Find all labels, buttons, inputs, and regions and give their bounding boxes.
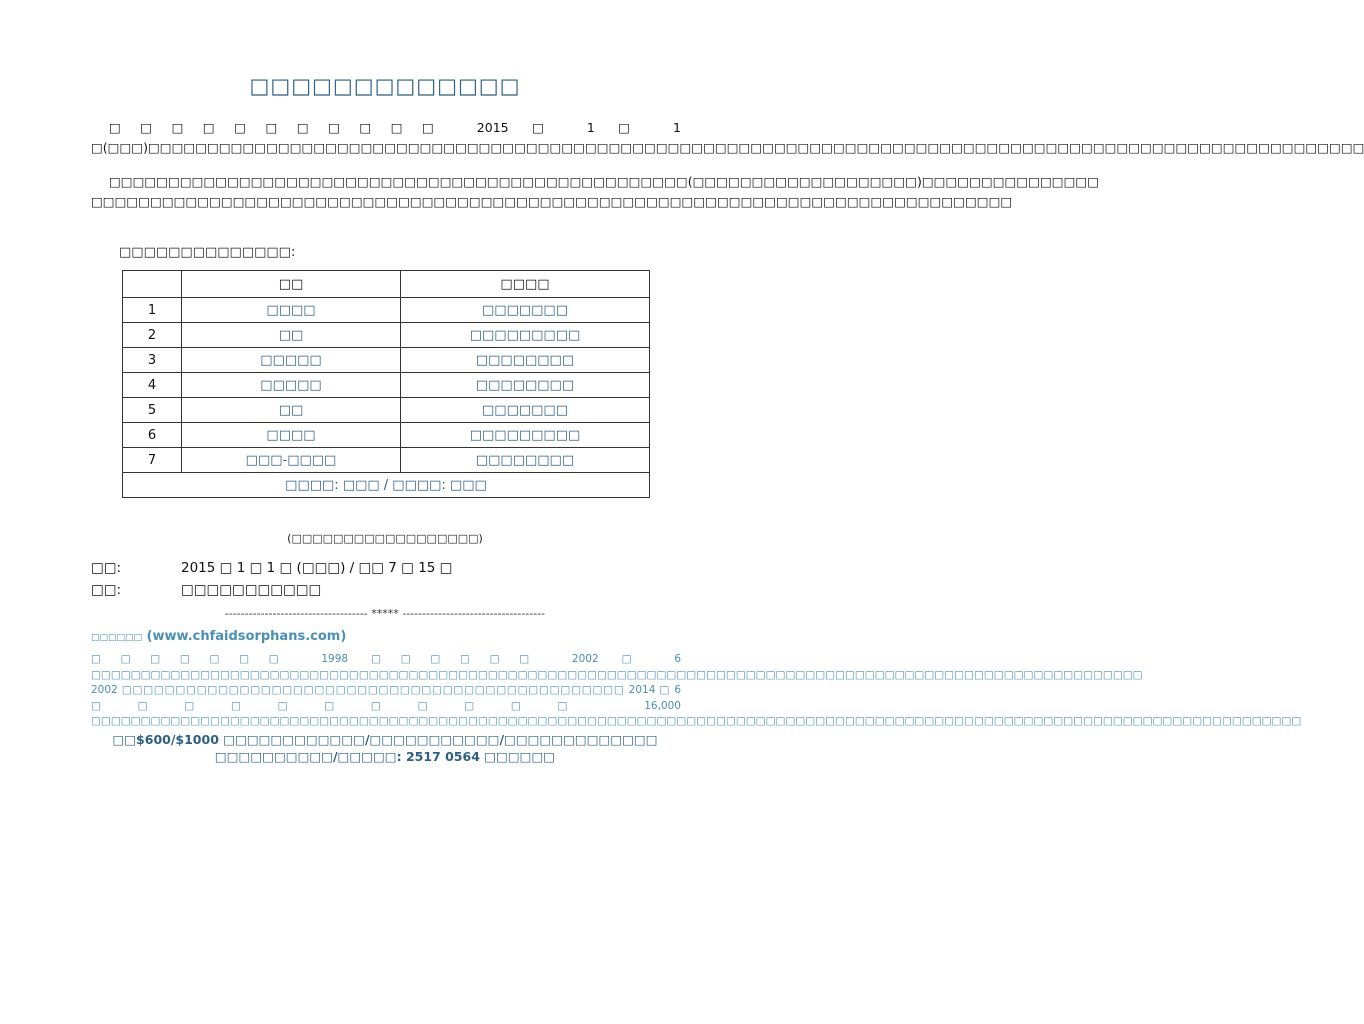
venue-row bbox=[91, 582, 321, 598]
donation-info bbox=[0, 731, 770, 765]
row-detail: □□□□□□□ bbox=[401, 298, 650, 323]
venue-label: □□: bbox=[91, 582, 122, 598]
header-name: □□ bbox=[182, 271, 401, 298]
row-number: 1 bbox=[123, 298, 182, 323]
row-name: □□□□ bbox=[182, 298, 401, 323]
row-detail: □□□□□□□ bbox=[401, 398, 650, 423]
venue-value: □□□□□□□□□□□ bbox=[181, 582, 322, 598]
org-description: □□□□□□□ 1998 □□□□□□ 2002 □ 6 □□□□□□□□□□□□□□□□□□□□□□□□□□□□□□□□□□□□□□□□□□□□□□□□□□□□□□□□□□□□□□□□□□□□□□□□□□□□□□□□□□□□□□□□□□□□□□□□□□□□□□□□□□ 2002 □□□□□□□□□□□□□□□□□□□□□□□□□□□□□□□□□□□□□□□□□□□□□□□ 2014 □ 6 □□□□□□□□□□□ 16,000 □□□□□□□□□□□□□□□□□□□□□□□□□□□□□□□□□□□□□□□□□□□□□□□□□□□□□□□□□□□□□□□□□□□□□□□□□□□□□□□□□□□□□□□□□□□□□□□□□□□□□□□□□□□□□□□□□□□□□□□□□□ bbox=[91, 653, 1302, 727]
donation-line-1: □□$600/$1000 □□□□□□□□□□□□/□□□□□□□□□□□/□□□□□□□□□□□□□ bbox=[112, 732, 658, 747]
date-value: 2015 □ 1 □ 1 □ (□□□) / □□ 7 □ 15 □ bbox=[181, 560, 453, 576]
row-name: □□□□ bbox=[182, 423, 401, 448]
row-name: □□□□□ bbox=[182, 373, 401, 398]
row-name: □□ bbox=[182, 323, 401, 348]
row-detail: □□□□□□□□ bbox=[401, 448, 650, 473]
row-detail: □□□□□□□□ bbox=[401, 348, 650, 373]
table-caption: □□□□□□□□□□□□□□: bbox=[119, 245, 296, 260]
section-divider: ------------------------------------ ***** ------------------------------------ bbox=[224, 607, 546, 620]
header-detail: □□□□ bbox=[401, 271, 650, 298]
row-detail: □□□□□□□□□ bbox=[401, 423, 650, 448]
page-title: □□□□□□□□□□□□□ bbox=[249, 74, 521, 98]
row-number: 6 bbox=[123, 423, 182, 448]
org-prefix: □□□□□□ bbox=[91, 633, 143, 643]
table-row bbox=[123, 448, 650, 473]
table-summary: □□□□: □□□ / □□□□: □□□ bbox=[123, 473, 650, 498]
row-name: □□□-□□□□ bbox=[182, 448, 401, 473]
table-row bbox=[123, 373, 650, 398]
table-row bbox=[123, 298, 650, 323]
org-heading bbox=[91, 629, 346, 644]
table-note: (□□□□□□□□□□□□□□□□□□) bbox=[287, 532, 483, 545]
detail-paragraph: □□□□□□□□□□□□□□□□□□□□□□□□□□□□□□□□□□□□□□□□□□□□□□□□□(□□□□□□□□□□□□□□□□□□□)□□□□□□□□□□□□□□□ □□□□□□□□□□□□□□□□□□□□□□□□□□□□□□□□□□□□□□□□□□□□□□□□□□□□□□□□□□□□□□□□□□□□□□□□□□□□□□ bbox=[91, 174, 1100, 209]
date-row bbox=[91, 560, 452, 576]
table-header-row bbox=[123, 271, 650, 298]
intro-paragraph: □□□□□□□□□□□ 2015 □ 1 □ 1 □(□□□)□□□□□□□□□□□□□□□□□□□□□□□□□□□□□□□□□□□□□□□□□□□□□□□□□□□□□□□□□□□□□□□□□□□□□□□□□□□□□□□□□□□□□□□□□□□□□□□□□□□□□□□ bbox=[91, 120, 1364, 155]
header-no bbox=[123, 271, 182, 298]
row-number: 2 bbox=[123, 323, 182, 348]
row-number: 4 bbox=[123, 373, 182, 398]
table-row bbox=[123, 423, 650, 448]
table-row bbox=[123, 323, 650, 348]
table-row bbox=[123, 348, 650, 373]
row-number: 3 bbox=[123, 348, 182, 373]
row-number: 5 bbox=[123, 398, 182, 423]
table-summary-row bbox=[123, 473, 650, 498]
row-detail: □□□□□□□□□ bbox=[401, 323, 650, 348]
row-name: □□ bbox=[182, 398, 401, 423]
row-name: □□□□□ bbox=[182, 348, 401, 373]
row-number: 7 bbox=[123, 448, 182, 473]
table-row bbox=[123, 398, 650, 423]
donation-line-2: □□□□□□□□□□/□□□□□: 2517 0564 □□□□□□ bbox=[214, 749, 556, 764]
row-detail: □□□□□□□□ bbox=[401, 373, 650, 398]
org-website-link[interactable]: (www.chfaidsorphans.com) bbox=[146, 629, 347, 644]
performer-table bbox=[122, 270, 650, 498]
date-label: □□: bbox=[91, 560, 122, 576]
